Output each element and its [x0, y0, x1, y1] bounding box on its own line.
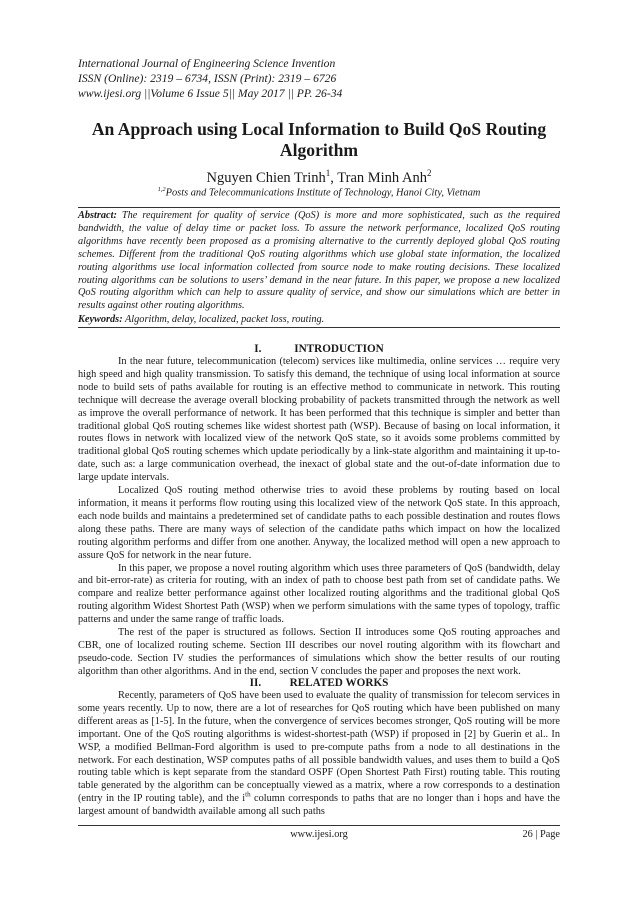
abstract-text: The requirement for quality of service (QoS) is more and more sophisticated, such as the required bandwidth, the value of delay time or packet loss. To assure the network performance, localized QoS routing algorithms have recently been proposed as a promising alternative to the currently deployed global QoS routing schemes. Different from the traditional QoS routing algorithms which use global state information, the localized routing algorithms use local information collected from source node to make routing decisions. These localized routing algorithms can be solutions to users’ demand in the near future. In this paper, we propose a new localized QoS routing algorithm which can help to assure quality of service, and show our simulations which are better in results against other routing algorithms.	[78, 210, 560, 312]
affiliation-text: Posts and Telecommunications Institute of Technology, Hanoi City, Vietnam	[165, 187, 481, 199]
paper-title-line2: Algorithm	[279, 140, 359, 160]
author-1-sup: 1	[325, 168, 331, 178]
keywords	[78, 313, 560, 326]
footer-site: www.ijesi.org	[290, 829, 348, 840]
abstract-colon: :	[113, 210, 117, 221]
paragraph: In this paper, we propose a novel routing algorithm which uses three parameters of QoS (bandwidth, delay and bit-error-rate) as criteria for routing, with an index of path to choose best path from set of candidate paths. We compare and realize better performance against other localized routing algorithms and the traditional global QoS routing algorithm Widest Shortest Path (WSP) when we perform simulations with the same types of topology, traffic patterns and under the same range of traffic loads.	[78, 562, 560, 626]
paragraph-text: Recently, parameters of QoS have been used to evaluate the quality of transmission for telecom services in some years recently. Up to now, there are a lot of researches for QoS routing which have been published on many different areas as [1-5]. In the future, when the convergence of services becomes stronger, QoS routing will be more important. One of the QoS routing algorithms is widest-shortest-path (WSP) if proposed in [2] by Guerin et al.. In WSP, a modified Bellman-Ford algorithm is used to pre-compute paths from a node to all destinations in the network. For each destination, WSP computes paths of all possible bandwidth values, and uses them to build a QoS routing table which is kept separate from the standard OSPF (Open Shortest Path First) routing table. This routing table generated by the algorithm can be conceptually viewed as a matrix, where a row corresponds to a destination (entry in the IP routing table), and the i	[78, 690, 560, 805]
author-separator: ,	[330, 169, 338, 186]
keywords-label: Keywords:	[78, 314, 123, 325]
author-2-sup: 2	[426, 168, 432, 178]
journal-issn: ISSN (Online): 2319 – 6734, ISSN (Print): 2319 – 6726	[78, 72, 337, 85]
section-related-works	[78, 676, 560, 819]
author-2: Tran Minh Anh	[337, 169, 427, 186]
paper-title-line1: An Approach using Local Information to Build QoS Routing	[91, 119, 547, 139]
section-introduction	[78, 342, 560, 679]
journal-citation: www.ijesi.org ||Volume 6 Issue 5|| May 2017 || PP. 26-34	[78, 87, 343, 100]
paper-title	[60, 119, 578, 161]
journal-header	[78, 56, 558, 101]
section-number: II.	[249, 677, 262, 689]
paragraph: In the near future, telecommunication (telecom) services like multimedia, online services … require very high speed and high quality transmission. To satisfy this demand, the technique of using local information at source node to build sets of paths available for routing is an effective method to communicate in network. This routing technique will decrease the average overall blocking probability of packets transmitted through the network as well as improve the overall performance of network. It has been performed that this technique is simpler and better than traditional global QoS routing schemes like widest shortest path (WSP). Because of basing on local information, it routes flows in network with localized view of the network QoS state, so it avoids some problems committed by traditional global QoS routing schemes which update periodically by a link-state algorithm and maintaining it up-to-date, such as: a large communication overhead, the inexact of global state and the out-of-date information due to large update intervals.	[78, 356, 560, 484]
section-title: INTRODUCTION	[294, 343, 384, 355]
author-1: Nguyen Chien Trinh	[206, 169, 326, 186]
abstract	[78, 210, 560, 313]
paragraph	[78, 690, 560, 819]
paragraph: Localized QoS routing method otherwise tries to avoid these problems by routing based on local information, it means it performs flow routing using this localized view of the network QoS state. In this approach, each node builds and maintains a predetermined set of candidate paths to each possible destination and routes flows along these paths. There are many ways of selection of the candidate paths which impact on how the localized routing algorithm performs and differ from one another. Anyway, the localized method will open a new approach to assure QoS for network in the near future.	[78, 485, 560, 561]
footer-rule	[78, 825, 560, 826]
affiliation	[60, 183, 578, 200]
section-heading	[78, 342, 560, 356]
section-title: RELATED WORKS	[289, 677, 389, 689]
paragraph: The rest of the paper is structured as follows. Section II introduces some QoS routing approaches and CBR, one of localized routing scheme. Section III describes our novel routing algorithm with its flowchart and pseudo-code. Section IV studies the performances of simulations which show the better results of our routing algorithm than other algorithms. And in the end, section V concludes the paper and proposes the next work.	[78, 627, 560, 677]
affiliation-sup: 1,2	[157, 186, 166, 193]
section-number: I.	[254, 343, 262, 355]
footer-page-number: 26 | Page	[522, 829, 560, 840]
paragraph-text-cont: column corresponds to paths that are no longer than i hops and have the largest amount of bandwidth available among all such paths	[78, 793, 561, 818]
abstract-bottom-rule	[78, 327, 560, 328]
keywords-text: Algorithm, delay, localized, packet loss, routing.	[122, 314, 325, 325]
abstract-label: Abstract	[78, 210, 114, 221]
superscript: th	[245, 790, 251, 799]
abstract-top-rule	[78, 207, 560, 208]
section-heading	[78, 676, 560, 690]
journal-name: International Journal of Engineering Science Invention	[78, 57, 336, 70]
